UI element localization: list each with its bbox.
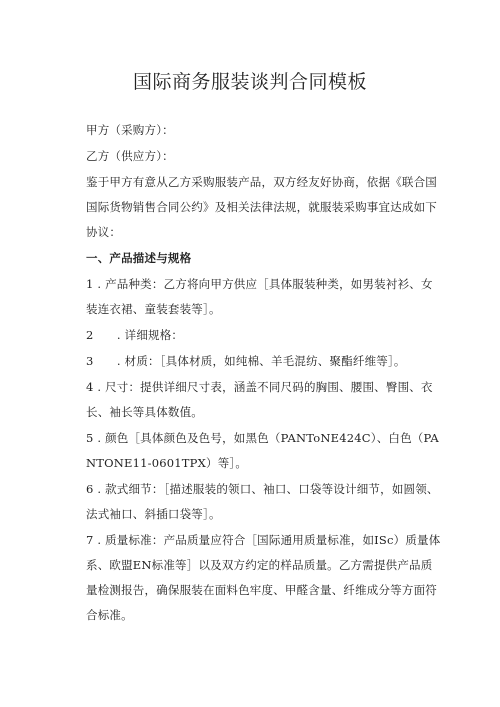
clause-4-size: 4 . 尺寸：提供详细尺寸表，涵盖不同尺码的胸围、腰围、臀围、衣长、袖长等具体数值。 — [86, 380, 433, 419]
clause-7-quality-standard: 7 . 质量标准：产品质量应符合［国际通用质量标准，如ISc）质量体系、欧盟EN标准等］以及双方约定的样品质量。乙方需提供产品质量检测报告，确保服装在面料色牢度、甲醛含量、纤维成分等方面符合标准。 — [86, 533, 441, 622]
preamble-paragraph: 鉴于甲方有意从乙方采购服装产品，双方经友好协商，依据《联合国国际货物销售合同公约》及相关法律法规，就服装采购事宜达成如下协议： — [86, 175, 437, 239]
party-a-line: 甲方（采购方）： — [86, 123, 174, 137]
clause-5-color: 5 . 颜色［具体颜色及色号，如黑色（PANToNE424C）、白色（PANTONE11-0601TPX）等］。 — [86, 431, 439, 470]
document-body — [86, 118, 444, 629]
document-title: 国际商务服装谈判合同模板 — [132, 71, 367, 93]
clause-6-style-details: 6 . 款式细节：［描述服装的领口、袖口、口袋等设计细节，如圆领、法式袖口、斜插口袋等］。 — [86, 482, 439, 521]
clause-2-specifications: 2 . 详细规格： — [86, 328, 184, 342]
party-b-line: 乙方（供应方）： — [86, 149, 174, 163]
clause-3-material: 3 . 材质：［具体材质，如纯棉、羊毛混纺、聚酯纤维等］。 — [86, 354, 406, 368]
section-heading-1: 一、产品描述与规格 — [86, 251, 192, 265]
clause-1-product-type: 1 . 产品种类：乙方将向甲方供应［具体服装种类，如男装衬衫、女装连衣裙、童装套装等］。 — [86, 277, 433, 316]
